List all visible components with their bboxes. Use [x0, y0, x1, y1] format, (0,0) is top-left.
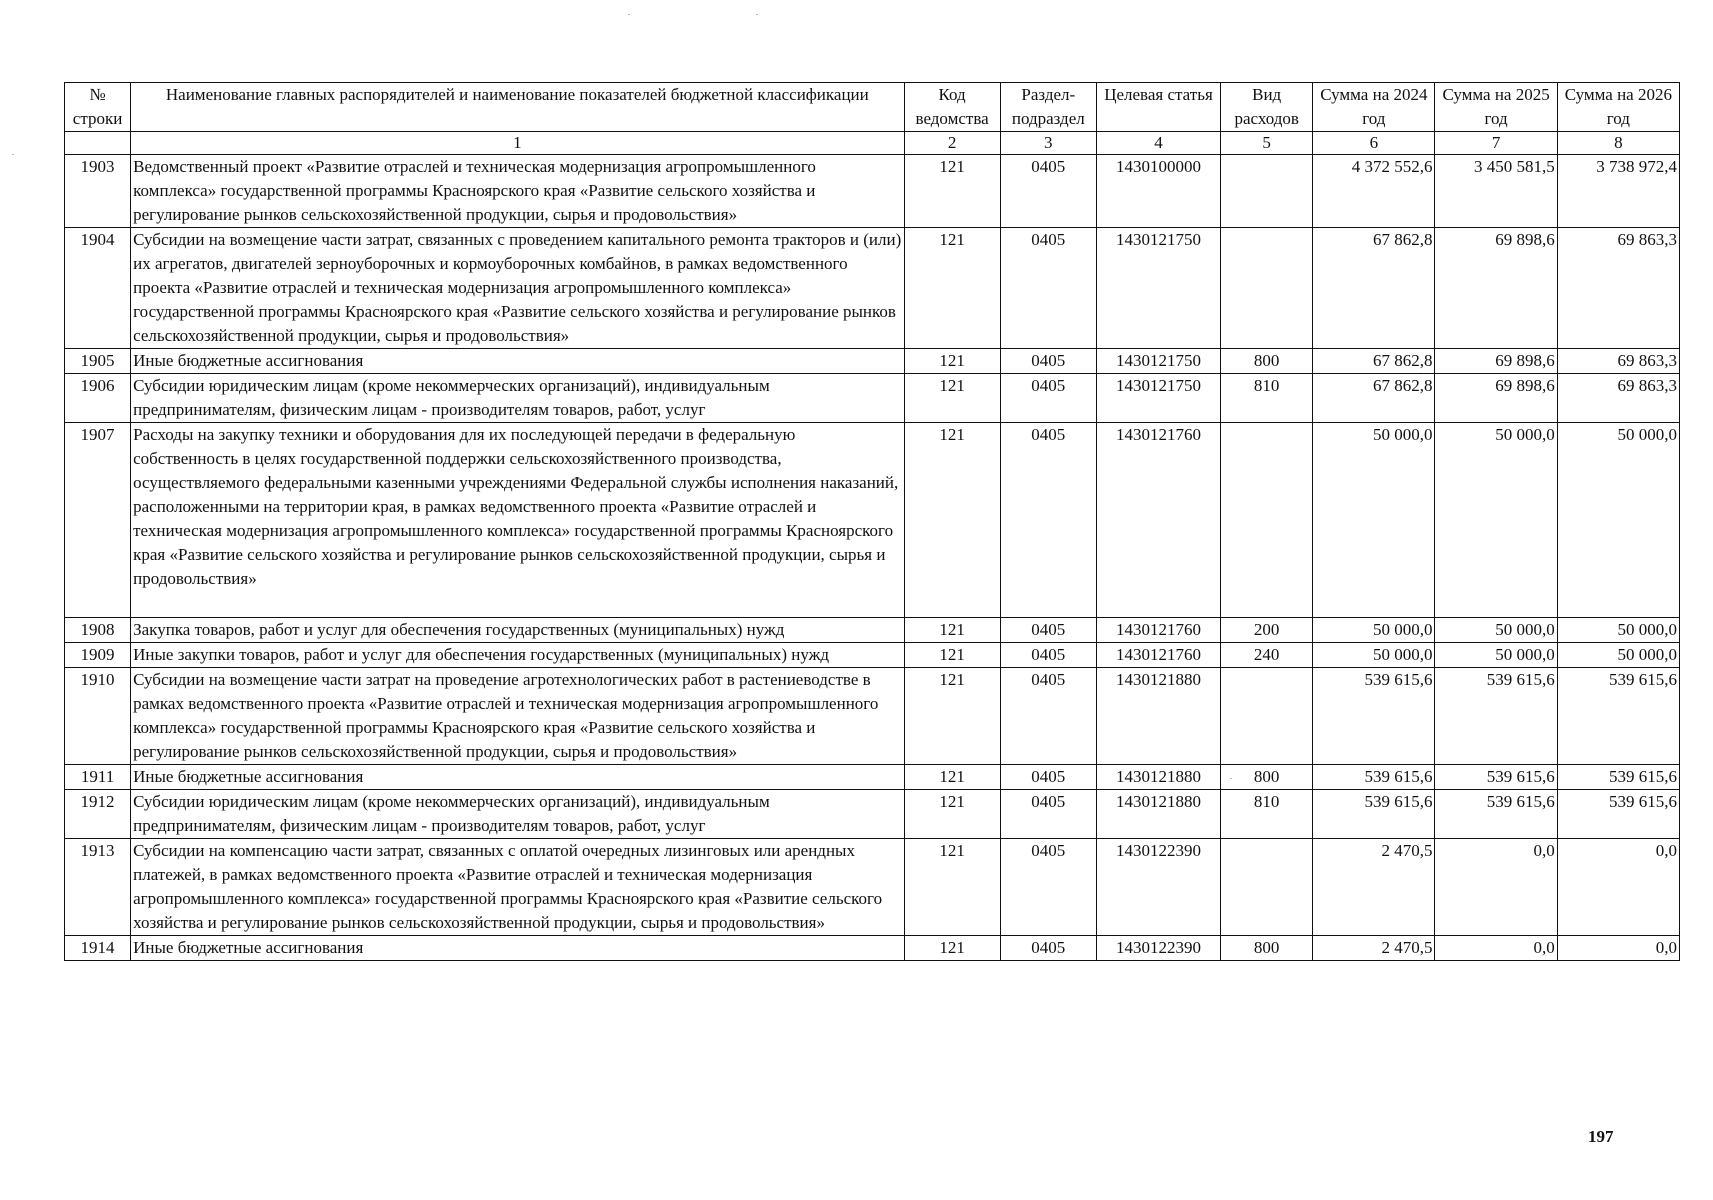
sum-2024-cell: 50 000,0 [1313, 618, 1435, 643]
header-section: Раздел-подраздел [1000, 83, 1096, 132]
department-code-cell: 121 [904, 423, 1000, 618]
column-number: 8 [1557, 132, 1679, 155]
sum-2026-cell: 50 000,0 [1557, 643, 1679, 668]
expense-type-cell [1221, 228, 1313, 349]
target-article-cell: 1430121750 [1096, 374, 1220, 423]
target-article-cell: 1430121880 [1096, 668, 1220, 765]
scan-speck [628, 14, 630, 15]
department-code-cell: 121 [904, 643, 1000, 668]
sum-2025-cell: 69 898,6 [1435, 349, 1557, 374]
row-name-cell: Иные бюджетные ассигнования [131, 765, 904, 790]
table-row [65, 839, 1680, 936]
row-name-cell: Субсидии на возмещение части затрат на проведение агротехнологических работ в растениеводстве в рамках ведомственного проекта «Развитие отраслей и техническая модернизация агропромышленного комплекса» государственной программы Красноярского края «Развитие сельского хозяйства и регулирование рынков сельскохозяйственной продукции, сырья и продовольствия» [131, 668, 904, 765]
sum-2024-cell: 539 615,6 [1313, 668, 1435, 765]
target-article-cell: 1430122390 [1096, 936, 1220, 961]
department-code-cell: 121 [904, 668, 1000, 765]
column-number: 6 [1313, 132, 1435, 155]
column-number: 3 [1000, 132, 1096, 155]
section-cell: 0405 [1000, 643, 1096, 668]
table-row [65, 936, 1680, 961]
expense-type-cell [1221, 668, 1313, 765]
page-number: 197 [1588, 1127, 1614, 1146]
department-code-cell: 121 [904, 839, 1000, 936]
table-row [65, 374, 1680, 423]
row-number-cell: 1903 [65, 155, 131, 228]
row-name-cell: Иные закупки товаров, работ и услуг для обеспечения государственных (муниципальных) нужд [131, 643, 904, 668]
expense-type-cell: 810 [1221, 790, 1313, 839]
sum-2024-cell: 539 615,6 [1313, 790, 1435, 839]
expense-type-cell [1221, 155, 1313, 228]
header-row [65, 83, 1680, 132]
row-number-cell: 1905 [65, 349, 131, 374]
department-code-cell: 121 [904, 228, 1000, 349]
expense-type-cell [1221, 423, 1313, 618]
section-cell: 0405 [1000, 936, 1096, 961]
sum-2024-cell: 4 372 552,6 [1313, 155, 1435, 228]
target-article-cell: 1430100000 [1096, 155, 1220, 228]
sum-2024-cell: 67 862,8 [1313, 374, 1435, 423]
sum-2024-cell: 539 615,6 [1313, 765, 1435, 790]
sum-2026-cell: 50 000,0 [1557, 618, 1679, 643]
table-row [65, 423, 1680, 618]
header-row-number: № строки [65, 83, 131, 132]
expense-type-cell: 810 [1221, 374, 1313, 423]
sum-2026-cell: 69 863,3 [1557, 374, 1679, 423]
section-cell: 0405 [1000, 374, 1096, 423]
budget-table [64, 82, 1680, 961]
department-code-cell: 121 [904, 790, 1000, 839]
sum-2024-cell: 2 470,5 [1313, 839, 1435, 936]
table-row [65, 228, 1680, 349]
header-department-code: Код ведомства [904, 83, 1000, 132]
table-row [65, 790, 1680, 839]
column-number-row [65, 132, 1680, 155]
column-number: 1 [131, 132, 904, 155]
department-code-cell: 121 [904, 765, 1000, 790]
section-cell: 0405 [1000, 618, 1096, 643]
expense-type-cell: 240 [1221, 643, 1313, 668]
expense-type-cell [1221, 839, 1313, 936]
sum-2025-cell: 50 000,0 [1435, 618, 1557, 643]
table-body [65, 155, 1680, 961]
target-article-cell: 1430121750 [1096, 349, 1220, 374]
target-article-cell: 1430121760 [1096, 618, 1220, 643]
department-code-cell: 121 [904, 155, 1000, 228]
target-article-cell: 1430121760 [1096, 423, 1220, 618]
table-row [65, 668, 1680, 765]
scan-speck [12, 154, 14, 155]
target-article-cell: 1430121760 [1096, 643, 1220, 668]
sum-2025-cell: 0,0 [1435, 936, 1557, 961]
row-number-cell: 1914 [65, 936, 131, 961]
row-number-cell: 1906 [65, 374, 131, 423]
expense-type-cell: 800 [1221, 936, 1313, 961]
table-header [65, 83, 1680, 155]
sum-2026-cell: 0,0 [1557, 839, 1679, 936]
row-number-cell: 1911 [65, 765, 131, 790]
expense-type-cell: 200 [1221, 618, 1313, 643]
table-row [65, 765, 1680, 790]
header-expense-type: Вид расходов [1221, 83, 1313, 132]
sum-2025-cell: 69 898,6 [1435, 374, 1557, 423]
sum-2026-cell: 3 738 972,4 [1557, 155, 1679, 228]
sum-2025-cell: 0,0 [1435, 839, 1557, 936]
sum-2026-cell: 539 615,6 [1557, 668, 1679, 765]
header-target-article: Целевая статья [1096, 83, 1220, 132]
section-cell: 0405 [1000, 423, 1096, 618]
sum-2026-cell: 69 863,3 [1557, 228, 1679, 349]
sum-2024-cell: 50 000,0 [1313, 423, 1435, 618]
column-number: 5 [1221, 132, 1313, 155]
section-cell: 0405 [1000, 349, 1096, 374]
row-name-cell: Субсидии на возмещение части затрат, связанных с проведением капитального ремонта тракторов и (или) их агрегатов, двигателей зерноуборочных и кормоуборочных комбайнов, в рамках ведомственного проекта «Развитие отраслей и техническая модернизация агропромышленного комплекса» государственной программы Красноярского края «Развитие сельского хозяйства и регулирование рынков сельскохозяйственной продукции, сырья и продовольствия» [131, 228, 904, 349]
sum-2024-cell: 67 862,8 [1313, 349, 1435, 374]
sum-2024-cell: 50 000,0 [1313, 643, 1435, 668]
row-name-cell: Ведомственный проект «Развитие отраслей и техническая модернизация агропромышленного комплекса» государственной программы Красноярского края «Развитие сельского хозяйства и регулирование рынков сельскохозяйственной продукции, сырья и продовольствия» [131, 155, 904, 228]
department-code-cell: 121 [904, 936, 1000, 961]
row-name-cell: Иные бюджетные ассигнования [131, 936, 904, 961]
row-name-cell: Субсидии на компенсацию части затрат, связанных с оплатой очередных лизинговых или арендных платежей, в рамках ведомственного проекта «Развитие отраслей и техническая модернизация агропромышленного комплекса» государственной программы Красноярского края «Развитие сельского хозяйства и регулирование рынков сельскохозяйственной продукции, сырья и продовольствия» [131, 839, 904, 936]
scan-speck [1230, 778, 1232, 779]
row-number-cell: 1904 [65, 228, 131, 349]
target-article-cell: 1430121880 [1096, 765, 1220, 790]
row-number-cell: 1909 [65, 643, 131, 668]
sum-2026-cell: 0,0 [1557, 936, 1679, 961]
row-number-cell: 1907 [65, 423, 131, 618]
section-cell: 0405 [1000, 839, 1096, 936]
department-code-cell: 121 [904, 618, 1000, 643]
section-cell: 0405 [1000, 765, 1096, 790]
department-code-cell: 121 [904, 374, 1000, 423]
target-article-cell: 1430122390 [1096, 839, 1220, 936]
sum-2024-cell: 67 862,8 [1313, 228, 1435, 349]
sum-2025-cell: 3 450 581,5 [1435, 155, 1557, 228]
row-number-cell: 1913 [65, 839, 131, 936]
row-number-cell: 1910 [65, 668, 131, 765]
header-sum-2025: Сумма на 2025 год [1435, 83, 1557, 132]
scan-speck [756, 14, 758, 15]
sum-2025-cell: 539 615,6 [1435, 668, 1557, 765]
table-row [65, 155, 1680, 228]
header-name: Наименование главных распорядителей и наименование показателей бюджетной классификации [131, 83, 904, 132]
sum-2025-cell: 69 898,6 [1435, 228, 1557, 349]
section-cell: 0405 [1000, 668, 1096, 765]
header-sum-2026: Сумма на 2026 год [1557, 83, 1679, 132]
sum-2026-cell: 539 615,6 [1557, 765, 1679, 790]
expense-type-cell: 800 [1221, 349, 1313, 374]
column-number: 4 [1096, 132, 1220, 155]
column-number: 7 [1435, 132, 1557, 155]
section-cell: 0405 [1000, 155, 1096, 228]
sum-2026-cell: 69 863,3 [1557, 349, 1679, 374]
table-row [65, 618, 1680, 643]
sum-2026-cell: 50 000,0 [1557, 423, 1679, 618]
row-name-cell: Закупка товаров, работ и услуг для обеспечения государственных (муниципальных) нужд [131, 618, 904, 643]
table-row [65, 349, 1680, 374]
sum-2025-cell: 50 000,0 [1435, 423, 1557, 618]
section-cell: 0405 [1000, 228, 1096, 349]
row-name-cell: Иные бюджетные ассигнования [131, 349, 904, 374]
target-article-cell: 1430121750 [1096, 228, 1220, 349]
sum-2025-cell: 539 615,6 [1435, 790, 1557, 839]
row-name-cell: Расходы на закупку техники и оборудования для их последующей передачи в федеральную собственность в целях государственной поддержки сельскохозяйственного производства, осуществляемого федеральными казенными учреждениями Федеральной службы исполнения наказаний, расположенными на территории края, в рамках ведомственного проекта «Развитие отраслей и техническая модернизация агропромышленного комплекса» государственной программы Красноярского края «Развитие сельского хозяйства и регулирование рынков сельскохозяйственной продукции, сырья и продовольствия» [131, 423, 904, 618]
column-number: 2 [904, 132, 1000, 155]
department-code-cell: 121 [904, 349, 1000, 374]
column-number-blank [65, 132, 131, 155]
header-sum-2024: Сумма на 2024 год [1313, 83, 1435, 132]
sum-2026-cell: 539 615,6 [1557, 790, 1679, 839]
table-row [65, 643, 1680, 668]
row-name-cell: Субсидии юридическим лицам (кроме некоммерческих организаций), индивидуальным предпринимателям, физическим лицам - производителям товаров, работ, услуг [131, 374, 904, 423]
row-number-cell: 1908 [65, 618, 131, 643]
sum-2025-cell: 539 615,6 [1435, 765, 1557, 790]
sum-2024-cell: 2 470,5 [1313, 936, 1435, 961]
sum-2025-cell: 50 000,0 [1435, 643, 1557, 668]
row-number-cell: 1912 [65, 790, 131, 839]
row-name-cell: Субсидии юридическим лицам (кроме некоммерческих организаций), индивидуальным предпринимателям, физическим лицам - производителям товаров, работ, услуг [131, 790, 904, 839]
target-article-cell: 1430121880 [1096, 790, 1220, 839]
expense-type-cell: 800 [1221, 765, 1313, 790]
section-cell: 0405 [1000, 790, 1096, 839]
